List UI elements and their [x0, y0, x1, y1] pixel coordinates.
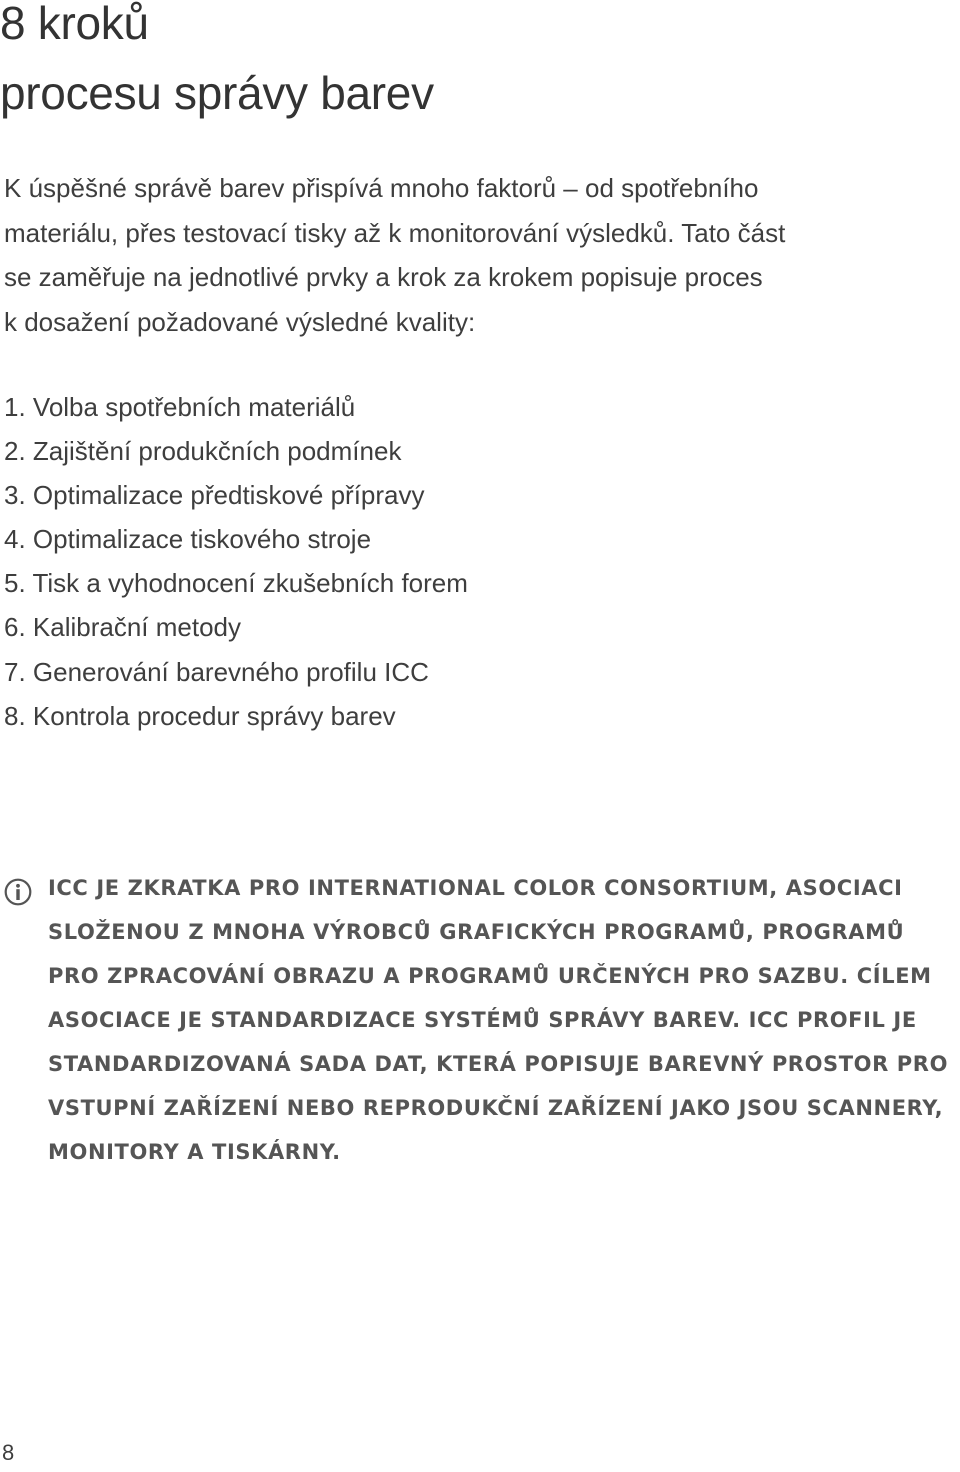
- step-item: 8. Kontrola procedur správy barev: [4, 700, 396, 731]
- step-item: 2. Zajištění produkčních podmínek: [4, 436, 402, 467]
- intro-line: materiálu, přes testovací tisky až k monitorování výsledků. Tato část: [4, 217, 786, 248]
- info-note-line: MONITORY A TISKÁRNY.: [48, 1140, 341, 1164]
- info-icon: [4, 878, 32, 906]
- steps-list: [4, 385, 904, 738]
- info-note-line: VSTUPNÍ ZAŘÍZENÍ NEBO REPRODUKČNÍ ZAŘÍZENÍ JAKO JSOU SCANNERY,: [48, 1096, 944, 1120]
- step-item: 1. Volba spotřebních materiálů: [4, 392, 356, 422]
- intro-line: k dosažení požadované výsledné kvality:: [4, 306, 476, 337]
- step-item: 7. Generování barevného profilu ICC: [4, 656, 429, 687]
- info-note-line: ICC JE ZKRATKA PRO INTERNATIONAL COLOR CONSORTIUM, ASOCIACI: [48, 876, 903, 900]
- page-title: [0, 0, 940, 128]
- intro-line: K úspěšné správě barev přispívá mnoho faktorů – od spotřebního: [4, 173, 759, 203]
- intro-paragraph: [4, 166, 924, 344]
- step-item: 5. Tisk a vyhodnocení zkušebních forem: [4, 568, 468, 599]
- info-note-line: ASOCIACE JE STANDARDIZACE SYSTÉMŮ SPRÁVY BAREV. ICC PROFIL JE: [48, 1008, 917, 1032]
- info-note-line: SLOŽENOU Z MNOHA VÝROBCŮ GRAFICKÝCH PROGRAMŮ, PROGRAMŮ: [48, 920, 905, 944]
- step-item: 6. Kalibrační metody: [4, 612, 242, 643]
- info-note-line: PRO ZPRACOVÁNÍ OBRAZU A PROGRAMŮ URČENÝCH PRO SAZBU. CÍLEM: [48, 964, 932, 988]
- intro-line: se zaměřuje na jednotlivé prvky a krok za krokem popisuje proces: [4, 262, 763, 292]
- page-number: 8: [2, 1440, 15, 1465]
- info-note-text: [48, 866, 958, 1174]
- page-title-line-2: procesu správy barev: [0, 67, 434, 119]
- step-item: 3. Optimalizace předtiskové přípravy: [4, 480, 425, 511]
- page-title-line-1: 8 kroků: [0, 0, 149, 49]
- step-item: 4. Optimalizace tiskového stroje: [4, 524, 372, 555]
- info-note-line: STANDARDIZOVANÁ SADA DAT, KTERÁ POPISUJE BAREVNÝ PROSTOR PRO: [48, 1052, 949, 1076]
